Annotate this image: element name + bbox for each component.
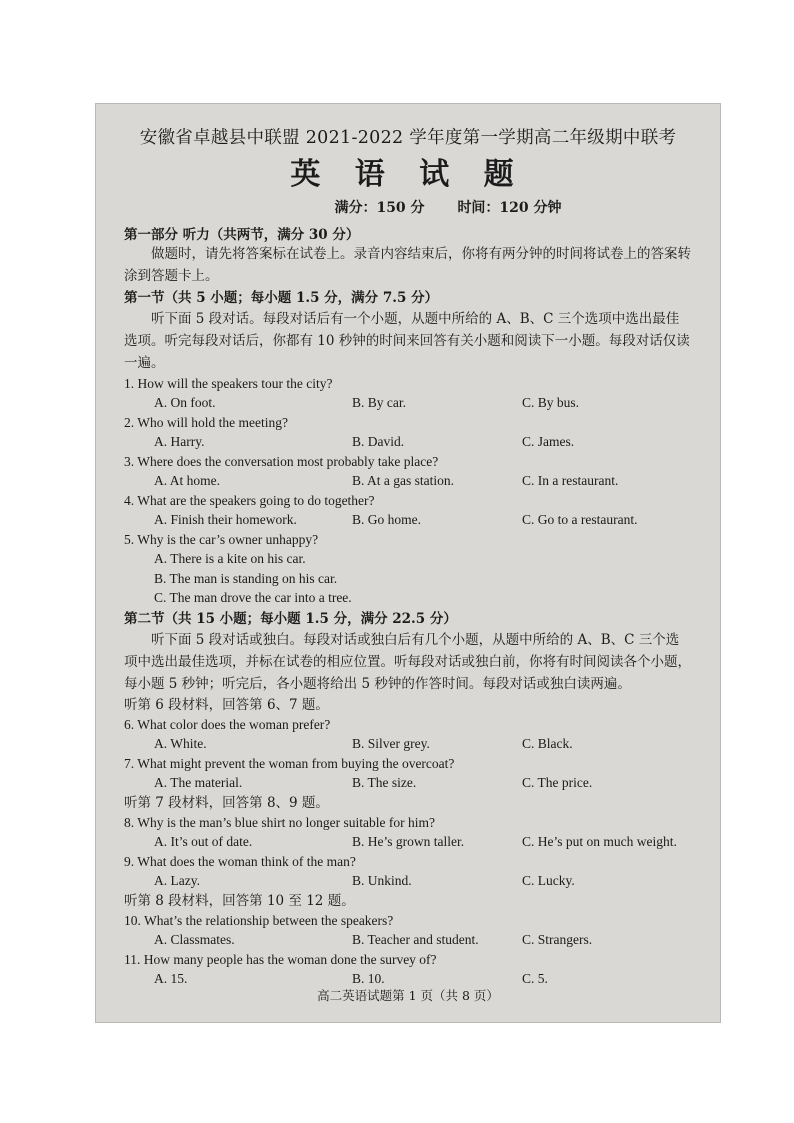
option-b: B. The size. xyxy=(352,774,417,790)
question-text: 6. What color does the woman prefer? xyxy=(124,716,331,732)
exam-page xyxy=(95,103,721,1023)
option-a: A. On foot. xyxy=(154,395,216,410)
options-row xyxy=(124,734,692,754)
option-a: A. Finish their homework. xyxy=(154,512,297,527)
section1-instructions: 听下面 5 段对话。每段对话后有一个小题，从题中所给的 A、B、C 三个选项中选出最佳选项。听完每段对话后，你都有 10 秒钟的时间来回答有关小题和阅读下一小题。每段对话仅读一遍。 xyxy=(124,311,690,371)
option-a: A. It’s out of date. xyxy=(154,833,253,849)
option-b: B. By car. xyxy=(352,395,406,410)
material-note-8: 听第 8 段材料，回答第 10 至 12 题。 xyxy=(124,892,355,909)
question-text: 8. Why is the man’s blue shirt no longer suitable for him? xyxy=(124,814,435,830)
option-b: B. 10. xyxy=(352,970,385,986)
material-note-6: 听第 6 段材料，回答第 6、7 题。 xyxy=(124,696,329,713)
question-7 xyxy=(124,754,692,793)
page-footer: 高二英语试题第 1 页（共 8 页） xyxy=(317,988,499,1003)
full-score: 满分：150 分 xyxy=(334,200,425,216)
options-row xyxy=(124,393,692,413)
option-a: A. Classmates. xyxy=(154,931,235,947)
option-c: C. 5. xyxy=(522,970,548,986)
question-9 xyxy=(124,852,692,891)
question-text: 5. Why is the car’s owner unhappy? xyxy=(124,532,319,547)
option-c: C. The price. xyxy=(522,774,593,790)
question-6 xyxy=(124,715,692,754)
option-b: B. Teacher and student. xyxy=(352,931,479,947)
section2-instructions: 听下面 5 段对话或独白。每段对话或独白后有几个小题，从题中所给的 A、B、C 三个选项中选出最佳选项，并标在试卷的相应位置。听每段对话或独白前，你将有时间阅读各个小题，每小题 5 秒钟；听完后，各小题将给出 5 秒钟的作答时间。每段对话或独白读两遍。 xyxy=(124,631,691,692)
question-2 xyxy=(124,413,692,452)
question-5 xyxy=(124,530,692,608)
option-c: C. Lucky. xyxy=(522,872,575,888)
exam-header: 安徽省卓越县中联盟 2021-2022 学年度第一学期高二年级期中联考 xyxy=(139,128,677,148)
section1-title: 第一节（共 5 小题；每小题 1.5 分，满分 7.5 分） xyxy=(124,290,439,306)
material-note-7: 听第 7 段材料，回答第 8、9 题。 xyxy=(124,794,329,811)
question-text: 2. Who will hold the meeting? xyxy=(124,415,288,430)
options-row xyxy=(124,773,692,793)
score-time-line xyxy=(124,197,692,217)
option-a: A. Harry. xyxy=(154,434,205,449)
option-a: A. 15. xyxy=(154,970,188,986)
option-b: B. The man is standing on his car. xyxy=(154,570,338,586)
question-10 xyxy=(124,911,692,950)
option-b: B. Go home. xyxy=(352,512,421,527)
section2-title: 第二节（共 15 小题；每小题 1.5 分，满分 22.5 分） xyxy=(124,610,457,627)
question-text: 10. What’s the relationship between the speakers? xyxy=(124,912,394,928)
part1-title: 第一部分 听力（共两节，满分 30 分） xyxy=(124,227,360,243)
option-a: A. The material. xyxy=(154,774,243,790)
question-4 xyxy=(124,491,692,530)
option-a: A. At home. xyxy=(154,473,220,488)
question-1 xyxy=(124,374,692,413)
exam-time: 时间：120 分钟 xyxy=(457,200,562,216)
option-c: C. By bus. xyxy=(522,395,580,410)
option-a: A. White. xyxy=(154,735,207,751)
option-c: C. Strangers. xyxy=(522,931,593,947)
option-b: B. David. xyxy=(352,434,405,449)
question-text: 1. How will the speakers tour the city? xyxy=(124,376,333,391)
option-a: A. Lazy. xyxy=(154,872,200,888)
option-c: C. In a restaurant. xyxy=(522,473,619,488)
question-text: 11. How many people has the woman done the survey of? xyxy=(124,951,437,967)
options-row xyxy=(124,471,692,491)
question-3 xyxy=(124,452,692,491)
option-c: C. The man drove the car into a tree. xyxy=(154,590,352,605)
option-c: C. James. xyxy=(522,434,575,449)
question-8 xyxy=(124,813,692,852)
question-11 xyxy=(124,950,692,989)
page-title: 英 语 试 题 xyxy=(290,157,526,192)
part1-instructions: 做题时，请先将答案标在试卷上。录音内容结束后，你将有两分钟的时间将试卷上的答案转涂到答题卡上。 xyxy=(124,246,691,284)
options-row xyxy=(124,871,692,891)
option-b: B. Unkind. xyxy=(352,872,412,888)
options-row xyxy=(124,432,692,452)
option-a: A. There is a kite on his car. xyxy=(154,551,306,566)
options-row xyxy=(124,510,692,530)
option-b: B. Silver grey. xyxy=(352,735,430,751)
option-c: C. He’s put on much weight. xyxy=(522,833,677,849)
option-c: C. Black. xyxy=(522,735,573,751)
question-text: 7. What might prevent the woman from buying the overcoat? xyxy=(124,755,455,771)
question-text: 4. What are the speakers going to do together? xyxy=(124,493,375,508)
question-text: 9. What does the woman think of the man? xyxy=(124,853,356,869)
question-text: 3. Where does the conversation most probably take place? xyxy=(124,454,439,469)
options-row xyxy=(124,832,692,852)
options-row xyxy=(124,930,692,950)
option-b: B. He’s grown taller. xyxy=(352,833,465,849)
option-c: C. Go to a restaurant. xyxy=(522,512,638,527)
option-b: B. At a gas station. xyxy=(352,473,454,488)
